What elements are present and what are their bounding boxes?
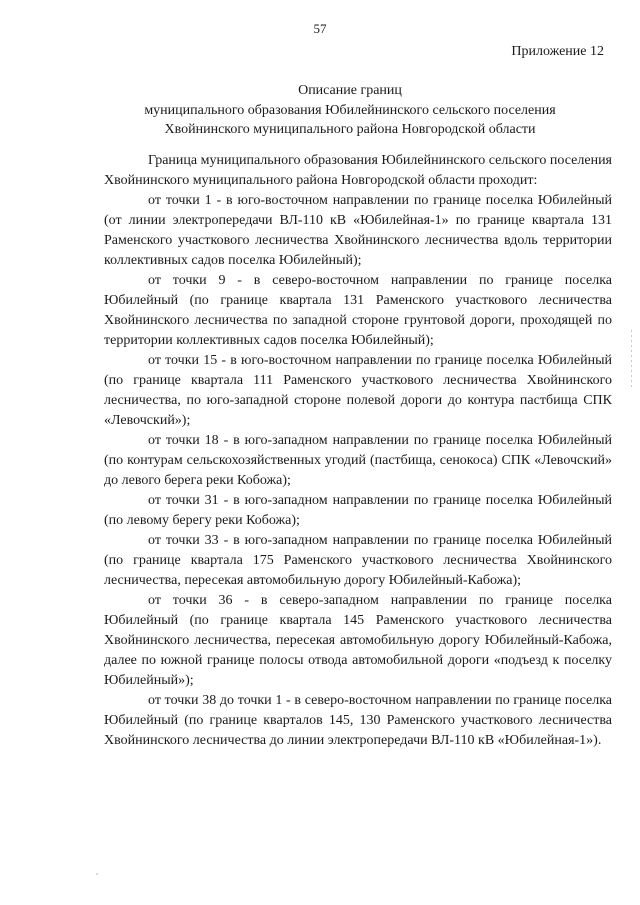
boundary-segment-2: от точки 9 - в северо-восточном направлении по границе поселка Юбилейный (по границе квартала 131 Раменского участкового лесничества Хвойнинского лесничества по западной стороне грунтовой дороги, проходящей по территории коллективных садов поселка Юбилейный); <box>104 273 612 348</box>
title-line-3: Хвойнинского муниципального района Новгородской области <box>164 122 536 137</box>
boundary-segment-3: от точки 15 - в юго-восточном направлении по границе поселка Юбилейный (по границе квартала 111 Раменского участкового лесничества Хвойнинского лесничества, по юго-западной стороне полевой дороги до контура пастбища СПК «Левочский»); <box>104 353 612 428</box>
appendix-label: Приложение 12 <box>511 44 604 59</box>
boundary-segment-4: от точки 18 - в юго-западном направлении по границе поселка Юбилейный (по контурам сельскохозяйственных угодий (пастбища, сенокоса) СПК «Левочский» до левого берега реки Кобожа); <box>104 433 612 488</box>
boundary-segment-6: от точки 33 - в юго-западном направлении по границе поселка Юбилейный (по границе квартала 175 Раменского участкового лесничества Хвойнинского лесничества, пересекая автомобильную дорогу Юбилейный-Кабожа); <box>104 533 612 588</box>
title-line-2: муниципального образования Юбилейнинского сельского поселения <box>144 102 556 118</box>
scan-artifact <box>631 330 632 388</box>
title-line-1: Описание границ <box>298 83 402 98</box>
boundary-segment-1: от точки 1 - в юго-восточном направлении по границе поселка Юбилейный (от линии электропередачи ВЛ-110 кВ «Юбилейная-1» по границе квартала 131 Раменского участкового лесничества Хвойнинского лесничества вдоль территории коллективных садов поселка Юбилейный); <box>104 193 612 268</box>
document-body <box>104 151 612 751</box>
scan-artifact-dot <box>96 873 98 875</box>
intro-paragraph: Граница муниципального образования Юбилейнинского сельского поселения Хвойнинского муниципального района Новгородской области проходит: <box>104 153 612 188</box>
boundary-segment-5: от точки 31 - в юго-западном направлении по границе поселка Юбилейный (по левому берегу реки Кобожа); <box>104 493 612 528</box>
document-title <box>60 81 640 140</box>
boundary-segment-7: от точки 36 - в северо-западном направлении по границе поселка Юбилейный (по границе квартала 145 Раменского участкового лесничества Хвойнинского лесничества, пересекая автомобильную дорогу Юбилейный-Кабожа, далее по южной границе полосы отвода автомобильной дороги «подъезд к поселку Юбилейный»); <box>104 593 612 688</box>
page-number: 57 <box>313 21 327 36</box>
boundary-segment-8: от точки 38 до точки 1 - в северо-восточном направлении по границе поселка Юбилейный (по границе кварталов 145, 130 Раменского участкового лесничества Хвойнинского лесничества до линии электропередачи ВЛ-110 кВ «Юбилейная-1»). <box>104 693 612 748</box>
